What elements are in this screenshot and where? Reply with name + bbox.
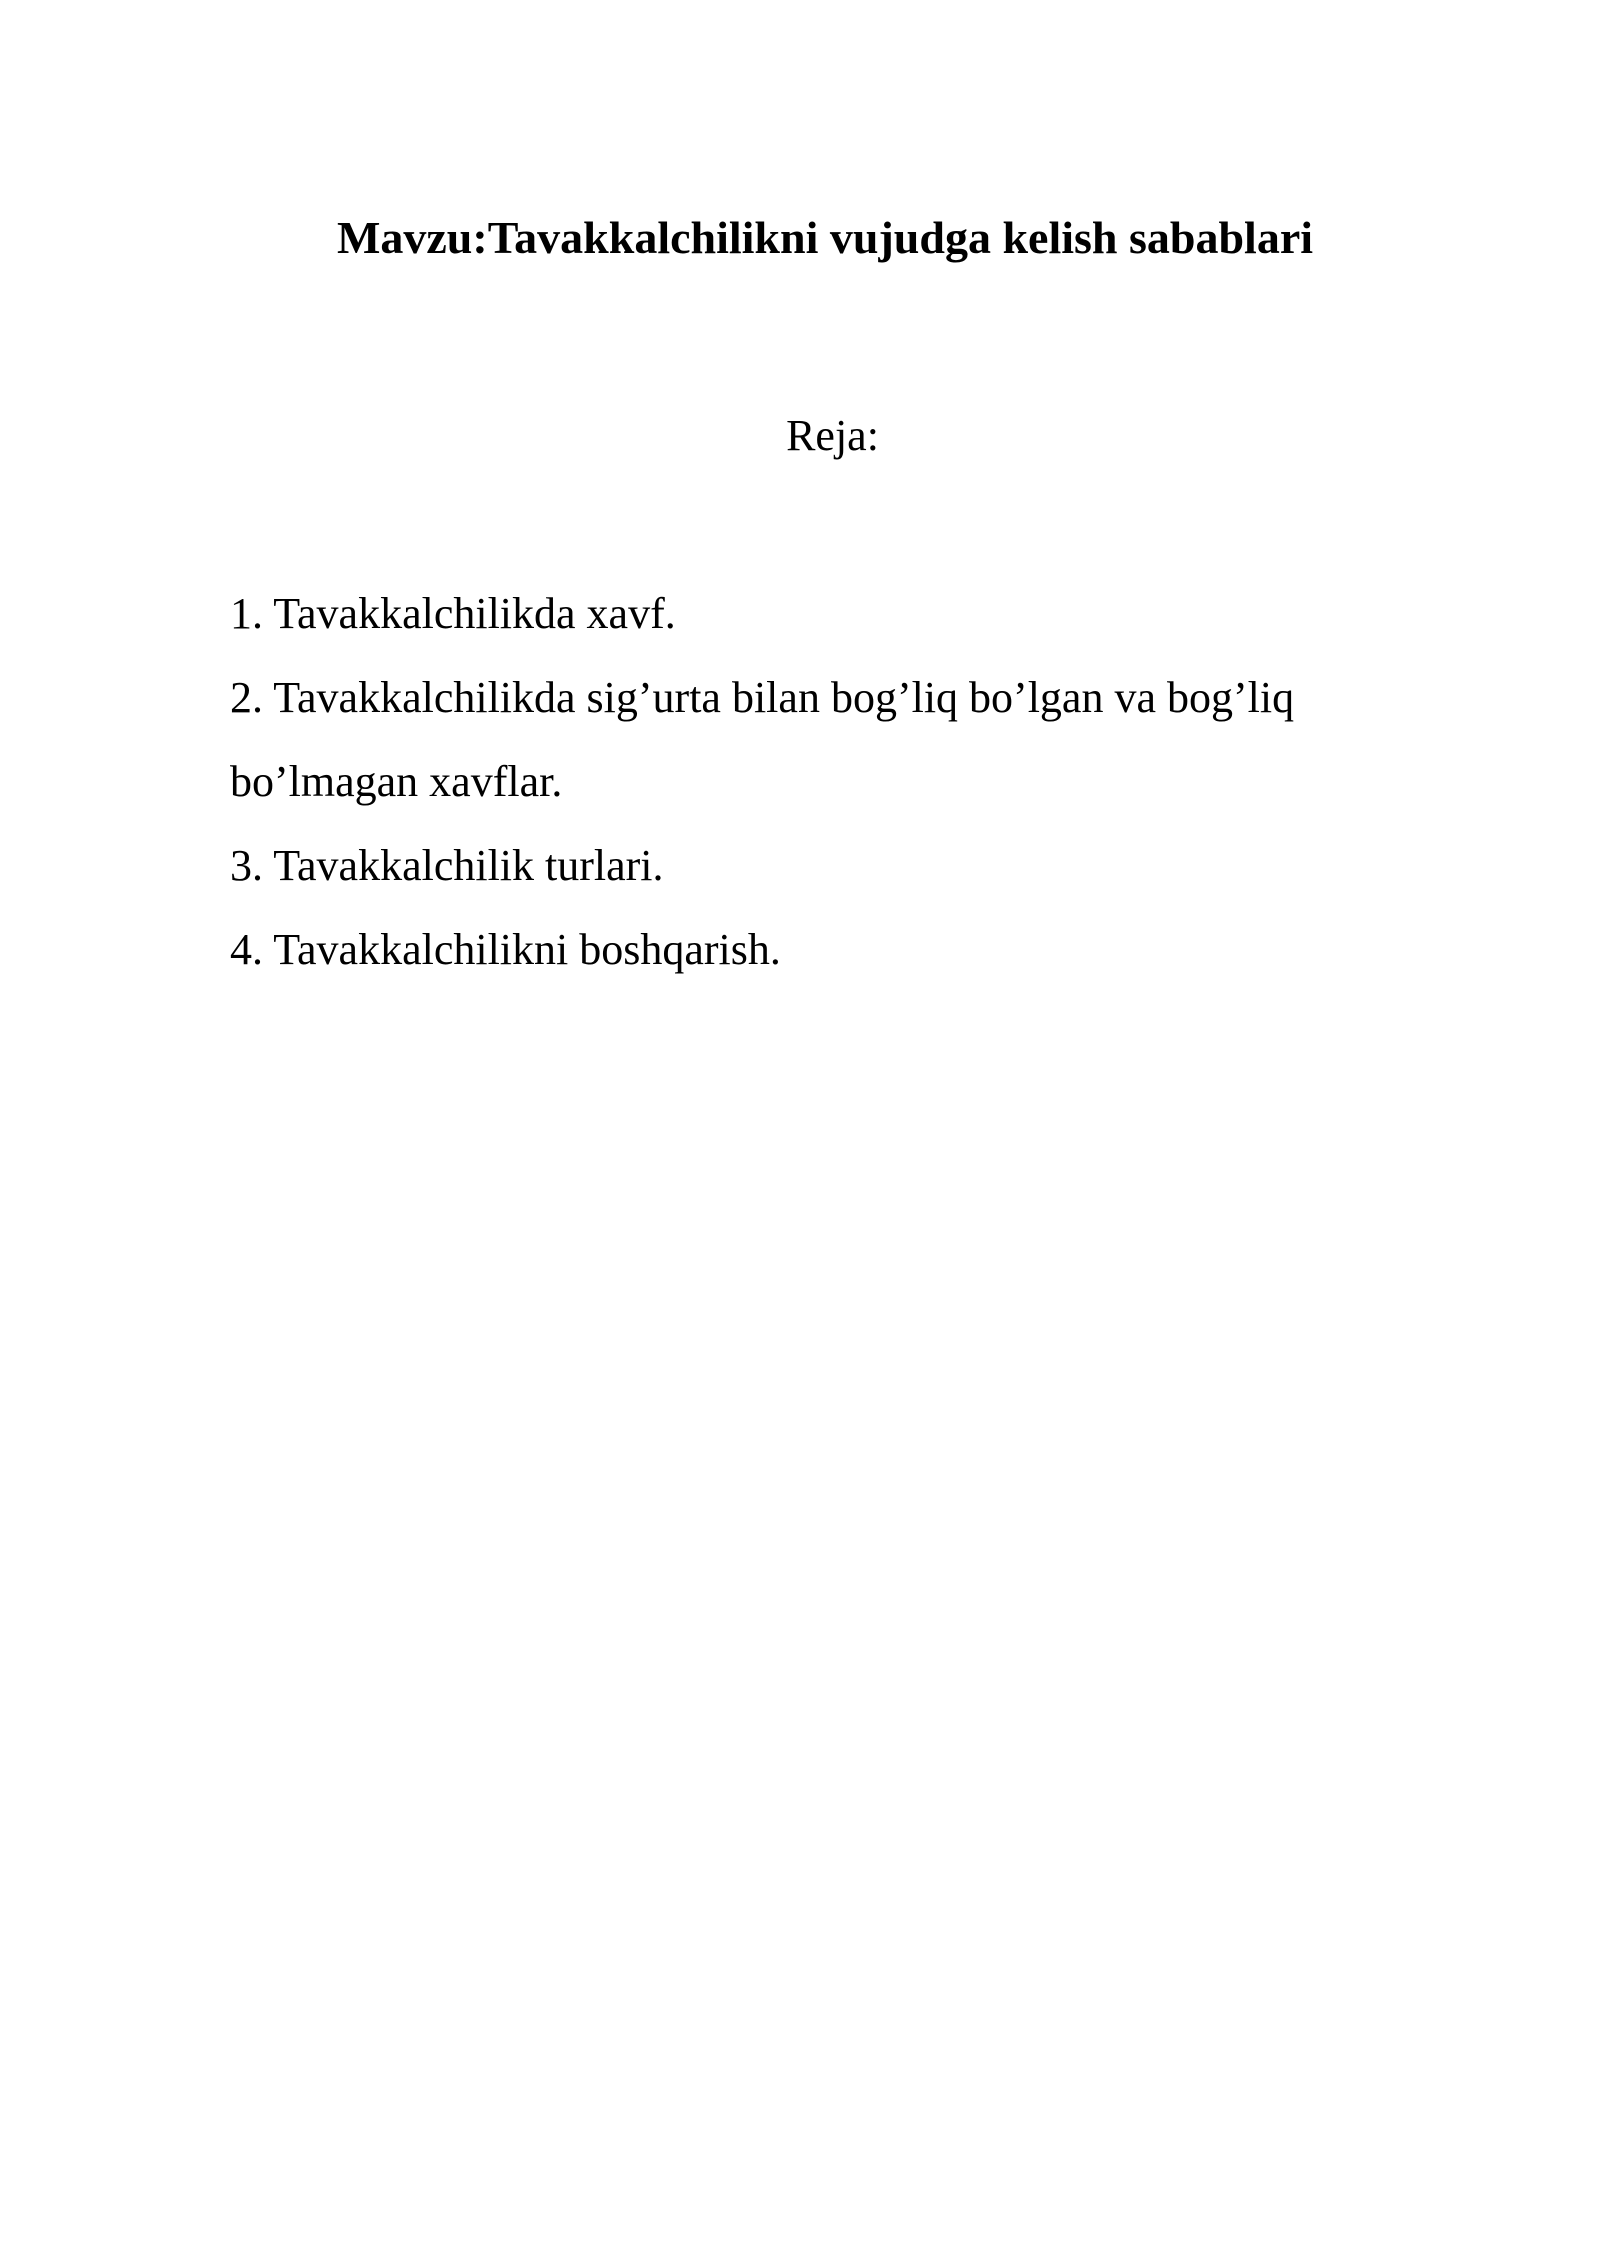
plan-item: 2. Tavakkalchilikda sig’urta bilan bog’liq bo’lgan va bog’liq bo’lmagan xavflar. [230, 673, 1295, 806]
document-title: Mavzu:Tavakkalchilikni vujudga kelish sabablari [336, 212, 1314, 263]
plan-item: 4. Tavakkalchilikni boshqarish. [230, 925, 781, 974]
plan-heading: Reja: [786, 411, 879, 460]
plan-item: 1. Tavakkalchilikda xavf. [230, 589, 676, 638]
plan-list [230, 572, 1410, 992]
plan-item: 3. Tavakkalchilik turlari. [230, 841, 664, 890]
